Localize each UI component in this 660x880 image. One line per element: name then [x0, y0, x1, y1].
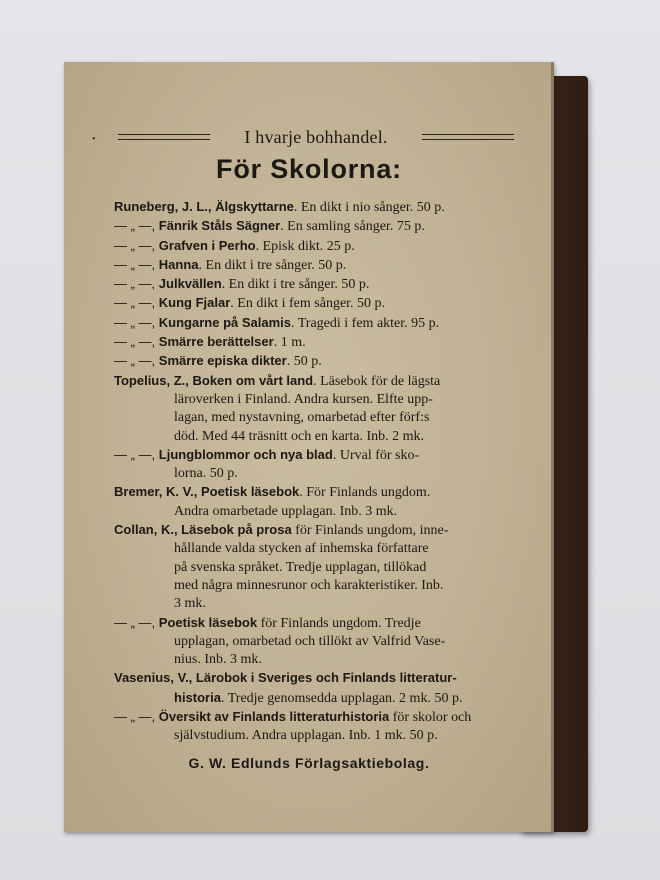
entry-author: — „ —,	[114, 334, 159, 350]
entry-description: upplagan, omarbetad och tillökt av Valfrid Vase-	[174, 633, 446, 649]
entry-description: lagan, med nystavning, omarbetad efter förf:s	[174, 410, 430, 426]
list-item	[114, 237, 514, 256]
entry-work-title: Smärre episka dikter	[158, 353, 287, 369]
entry-author: — „ —,	[114, 276, 159, 292]
entry-line	[114, 559, 514, 577]
cover-title: För Skolorna:	[216, 154, 402, 184]
entry-author: Topelius, Z.,	[114, 372, 193, 388]
entry-work-title: Kung Fjalar	[158, 295, 231, 311]
entry-work-title: Boken om vårt land	[192, 372, 314, 388]
entry-line	[114, 256, 514, 275]
entry-description: läroverken i Finland. Andra kursen. Elfte upp-	[174, 391, 433, 407]
publisher-name: G. W. Edlunds Förlagsaktiebolag.	[188, 755, 430, 771]
list-item	[114, 333, 514, 352]
entry-line	[114, 446, 514, 465]
entry-description: . Tragedi i fem akter. 95 p.	[291, 315, 440, 331]
entry-line	[114, 275, 514, 294]
entry-line	[114, 217, 514, 236]
entry-line	[114, 577, 514, 595]
entry-work-title: Fänrik Ståls Sägner	[158, 218, 281, 234]
header-rule-left	[118, 134, 210, 140]
entry-line	[114, 428, 514, 446]
entry-line	[114, 333, 514, 352]
entry-line	[114, 483, 514, 502]
entry-line	[114, 372, 514, 391]
entry-work-title: Julkvällen	[158, 276, 222, 292]
entry-line	[114, 540, 514, 558]
header-rule-right	[422, 134, 514, 140]
entry-author: — „ —,	[114, 237, 159, 253]
entry-description: för Finlands ungdom, inne-	[291, 523, 449, 539]
list-item	[114, 708, 514, 746]
header-kicker: I hvarje bohhandel.	[244, 126, 388, 147]
entry-line	[114, 689, 514, 708]
entry-work-title: Smärre berättelser	[158, 334, 274, 350]
entry-author: Collan, K.,	[114, 522, 182, 538]
entry-line	[114, 614, 514, 633]
list-item	[114, 314, 514, 333]
entry-author: Bremer, K. V.,	[114, 484, 201, 500]
entry-line	[114, 352, 514, 371]
entry-line	[114, 391, 514, 409]
entry-author: — „ —,	[114, 256, 159, 272]
list-item	[114, 352, 514, 371]
list-item	[114, 275, 514, 294]
entry-author: — „ —,	[114, 614, 159, 630]
entry-description: . 1 m.	[273, 335, 306, 351]
entry-work-title: Ljungblommor och nya blad	[158, 446, 333, 462]
entry-description: med några minnesrunor och karakteristiker. Inb.	[174, 577, 444, 593]
entry-description: 3 mk.	[174, 596, 206, 612]
entry-description: för skolor och	[389, 710, 472, 726]
speck-mark: •	[92, 134, 96, 145]
entry-author: — „ —,	[114, 314, 159, 330]
book-back-cover	[64, 62, 554, 832]
entry-work-title: Hanna	[158, 256, 199, 272]
entry-description: . För Finlands ungdom.	[299, 485, 431, 501]
entry-description: hållande valda stycken af inhemska författare	[174, 541, 429, 557]
entry-description: död. Med 44 träsnitt och en karta. Inb. 2 mk.	[174, 428, 425, 444]
list-item	[114, 669, 514, 708]
entry-author: — „ —,	[114, 709, 159, 725]
entry-line	[114, 314, 514, 333]
entry-description: Andra omarbetade upplagan. Inb. 3 mk.	[174, 503, 398, 519]
list-item	[114, 198, 514, 217]
entry-work-title: Kungarne på Salamis	[158, 314, 291, 330]
list-item	[114, 521, 514, 613]
list-item	[114, 294, 514, 313]
list-item	[114, 483, 514, 521]
entry-description: . En samling sånger. 75 p.	[280, 219, 425, 235]
entry-line	[114, 503, 514, 521]
entry-line	[114, 465, 514, 483]
entry-line	[114, 595, 514, 613]
entry-line	[114, 409, 514, 427]
entry-author: — „ —,	[114, 446, 159, 462]
list-item	[114, 256, 514, 275]
entry-description: . Episk dikt. 25 p.	[255, 238, 355, 254]
entry-line	[114, 669, 514, 688]
entry-description: . En dikt i tre sånger. 50 p.	[221, 277, 370, 293]
list-item	[114, 372, 514, 446]
list-item	[114, 446, 514, 484]
list-item	[114, 217, 514, 236]
entry-line	[114, 294, 514, 313]
entry-work-title: Poetisk läsebok	[158, 614, 258, 630]
entry-author: — „ —,	[114, 353, 159, 369]
entry-line	[114, 237, 514, 256]
entry-line	[114, 198, 514, 217]
entry-description: . En dikt i nio sånger. 50 p.	[293, 200, 445, 215]
entry-description: på svenska språket. Tredje upplagan, tillökad	[174, 559, 427, 575]
entry-author: Runeberg, J. L.,	[114, 199, 216, 214]
entry-work-title: historia	[174, 689, 221, 705]
entry-work-title: Älgskyttarne	[215, 199, 294, 214]
entry-description: . 50 p.	[286, 354, 322, 370]
entry-description: för Finlands ungdom. Tredje	[257, 615, 421, 631]
entry-work-title: Grafven i Perho	[158, 237, 256, 253]
cover-header	[118, 124, 514, 150]
entry-author: — „ —,	[114, 295, 159, 311]
entry-description: . En dikt i tre sånger. 50 p.	[198, 257, 347, 273]
entry-description: lorna. 50 p.	[174, 466, 238, 482]
entry-description: självstudium. Andra upplagan. Inb. 1 mk. 50 p.	[174, 728, 438, 744]
entry-description: . Läsebok för de lägsta	[313, 373, 441, 389]
entry-line	[114, 708, 514, 727]
entry-line	[114, 727, 514, 745]
entry-description: . Tredje genomsedda upplagan. 2 mk. 50 p.	[220, 690, 463, 706]
entry-work-title: Poetisk läsebok	[200, 484, 300, 500]
entry-description: . Urval för sko-	[332, 447, 420, 463]
entry-author: — „ —,	[114, 218, 159, 234]
list-item	[114, 614, 514, 670]
entry-description: . En dikt i fem sånger. 50 p.	[230, 296, 386, 312]
entry-description: nius. Inb. 3 mk.	[174, 652, 262, 668]
entry-work-title: Översikt av Finlands litteraturhistoria	[158, 709, 390, 725]
entry-author: Vasenius, V.,	[114, 670, 196, 686]
entry-line	[114, 651, 514, 669]
entry-work-title: Läsebok på prosa	[181, 522, 292, 538]
entry-work-title: Lärobok i Sveriges och Finlands litteratur-	[195, 670, 457, 686]
entry-line	[114, 633, 514, 651]
book-list	[114, 198, 514, 746]
entry-line	[114, 521, 514, 540]
